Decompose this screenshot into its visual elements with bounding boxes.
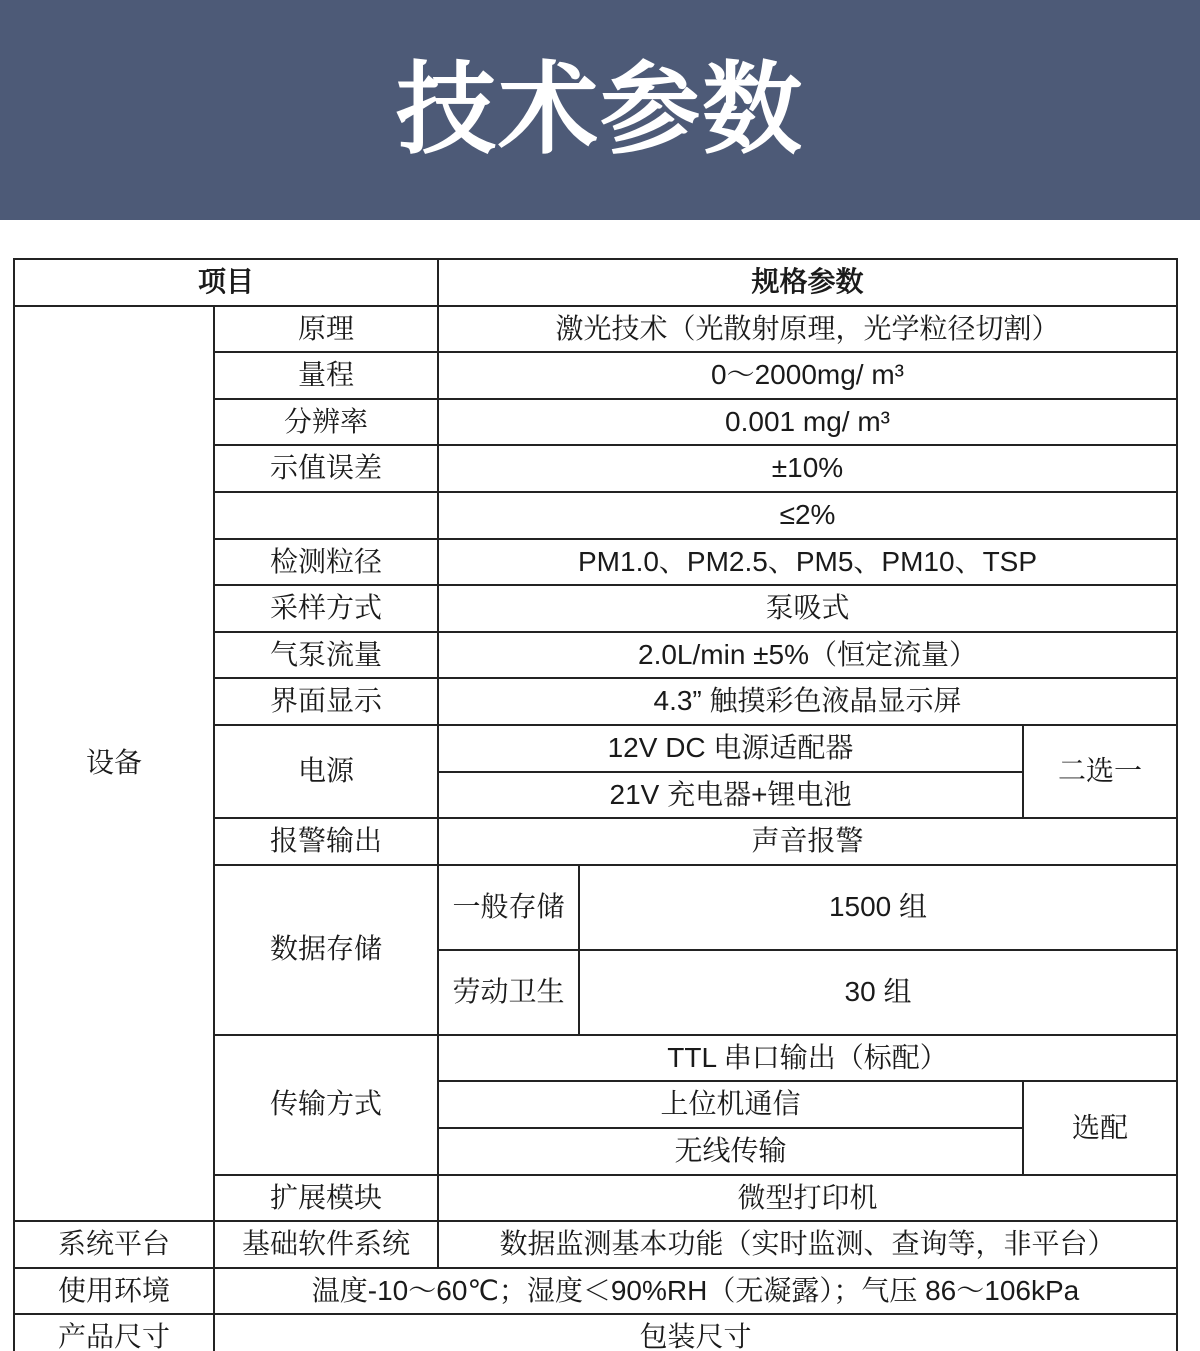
spec-value-cell: 0.001 mg/ m³ — [438, 399, 1177, 446]
spec-value-cell: ≤2% — [438, 492, 1177, 539]
page-banner — [0, 0, 1200, 220]
dimensions-row — [14, 1314, 1177, 1351]
header-row — [14, 259, 1177, 306]
spec-value-cell: 0～2000mg/ m³ — [438, 352, 1177, 399]
spec-value-cell: ±10% — [438, 445, 1177, 492]
power-option-cell: 21V 充电器+锂电池 — [438, 772, 1023, 819]
spec-label-cell: 界面显示 — [214, 678, 438, 725]
header-item-cell: 项目 — [14, 259, 438, 306]
spec-label-cell: 检测粒径 — [214, 539, 438, 586]
storage-value-cell: 1500 组 — [579, 865, 1177, 950]
power-note-cell: 二选一 — [1023, 725, 1177, 818]
expansion-value-cell: 微型打印机 — [438, 1175, 1177, 1222]
spec-label-cell: 分辨率 — [214, 399, 438, 446]
dimensions-value-cell: 包装尺寸 — [214, 1314, 1177, 1351]
environment-value-cell: 温度-10～60℃；湿度＜90%RH（无凝露）；气压 86～106kPa — [214, 1268, 1177, 1315]
platform-value-cell: 数据监测基本功能（实时监测、查询等，非平台） — [438, 1221, 1177, 1268]
header-spec-cell: 规格参数 — [438, 259, 1177, 306]
alarm-value-cell: 声音报警 — [438, 818, 1177, 865]
spec-value-cell: 激光技术（光散射原理，光学粒径切割） — [438, 306, 1177, 353]
alarm-label-cell: 报警输出 — [214, 818, 438, 865]
expansion-label-cell: 扩展模块 — [214, 1175, 438, 1222]
spec-value-cell: 2.0L/min ±5%（恒定流量） — [438, 632, 1177, 679]
transmission-option-cell: 上位机通信 — [438, 1081, 1023, 1128]
spec-table — [13, 258, 1178, 1351]
storage-label-cell: 数据存储 — [214, 865, 438, 1035]
transmission-note-cell: 选配 — [1023, 1081, 1177, 1174]
spec-label-cell: 原理 — [214, 306, 438, 353]
spec-label-cell: 气泵流量 — [214, 632, 438, 679]
spec-label-cell: 采样方式 — [214, 585, 438, 632]
spec-value-cell: PM1.0、PM2.5、PM5、PM10、TSP — [438, 539, 1177, 586]
transmission-label-cell: 传输方式 — [214, 1035, 438, 1175]
spec-label-cell: 量程 — [214, 352, 438, 399]
power-option-cell: 12V DC 电源适配器 — [438, 725, 1023, 772]
spec-value-cell: 4.3” 触摸彩色液晶显示屏 — [438, 678, 1177, 725]
transmission-standard-cell: TTL 串口输出（标配） — [438, 1035, 1177, 1082]
environment-row — [14, 1268, 1177, 1315]
spec-label-cell: 示值误差 — [214, 445, 438, 492]
spec-value-cell: 泵吸式 — [438, 585, 1177, 632]
storage-type-cell: 劳动卫生 — [438, 950, 579, 1035]
page-title: 技术参数 — [396, 54, 804, 166]
platform-label-cell: 系统平台 — [14, 1221, 214, 1268]
device-group-cell: 设备 — [14, 306, 214, 1222]
spec-row-principle — [14, 306, 1177, 353]
environment-label-cell: 使用环境 — [14, 1268, 214, 1315]
dimensions-label-cell: 产品尺寸 — [14, 1314, 214, 1351]
platform-row — [14, 1221, 1177, 1268]
power-label-cell: 电源 — [214, 725, 438, 818]
spec-label-cell-empty — [214, 492, 438, 539]
platform-sublabel-cell: 基础软件系统 — [214, 1221, 438, 1268]
storage-type-cell: 一般存储 — [438, 865, 579, 950]
transmission-option-cell: 无线传输 — [438, 1128, 1023, 1175]
storage-value-cell: 30 组 — [579, 950, 1177, 1035]
